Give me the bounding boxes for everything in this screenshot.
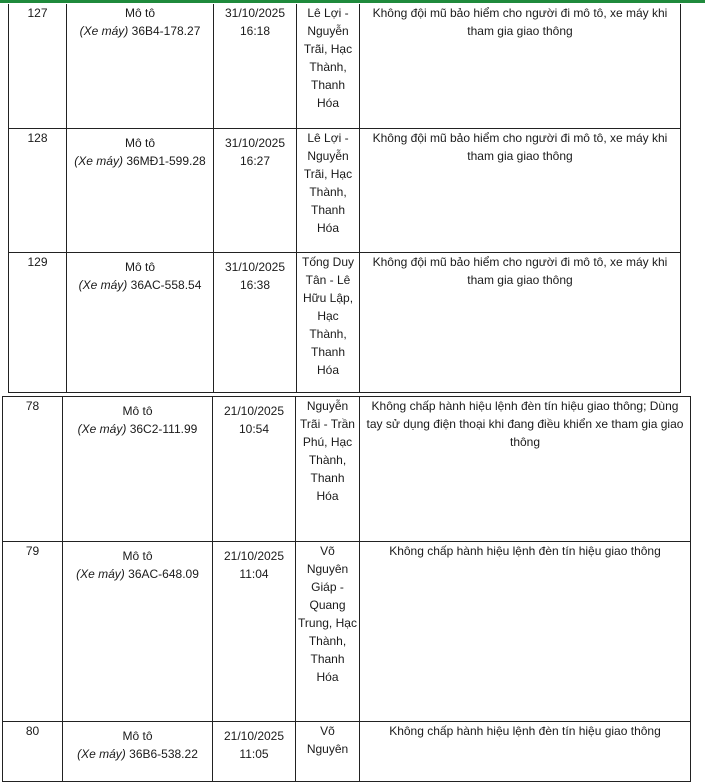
violation-cell: Không chấp hành hiệu lệnh đèn tín hiệu giao thông <box>360 722 691 782</box>
location-cell: Lê Lợi - Nguyễn Trãi, Hạc Thành, Thanh Hóa <box>297 128 360 252</box>
vehicle-type: Mô tô <box>124 259 155 274</box>
vehicle-cell <box>67 252 214 392</box>
datetime-cell <box>214 128 297 252</box>
violation-time: 16:18 <box>239 24 271 38</box>
datetime-cell <box>213 397 296 542</box>
vehicle-type: Mô tô <box>122 549 153 563</box>
datetime-cell <box>213 722 296 782</box>
violation-date: 31/10/2025 <box>224 259 286 274</box>
license-plate: 36AC-558.54 <box>130 277 202 292</box>
violation-time: 10:54 <box>238 422 270 436</box>
location-cell: Nguyễn Trãi - Trần Phú, Hạc Thành, Thanh Hóa <box>296 397 360 542</box>
violation-cell: Không chấp hành hiệu lệnh đèn tín hiệu giao thông; Dùng tay sử dụng điện thoại khi đang điều khiển xe tham gia giao thông <box>360 397 691 542</box>
row-stt: 127 <box>9 4 67 128</box>
violation-time: 16:27 <box>239 153 271 168</box>
violation-date: 31/10/2025 <box>224 135 286 150</box>
vehicle-detail <box>67 22 213 40</box>
row-stt: 80 <box>3 722 63 782</box>
license-plate: 36B4-178.27 <box>131 24 201 38</box>
vehicle-detail <box>63 565 212 583</box>
location-cell: Võ Nguyên Giáp - Quang Trung, Hạc Thành, Thanh Hóa <box>296 542 360 722</box>
vehicle-detail <box>63 420 212 438</box>
location-cell: Tống Duy Tân - Lê Hữu Lập, Hạc Thành, Thanh Hóa <box>297 252 360 392</box>
vehicle-sub-label: (Xe máy) <box>76 567 125 581</box>
vehicle-sub-label: (Xe máy) <box>77 422 127 436</box>
row-stt: 128 <box>9 128 67 252</box>
violation-date: 31/10/2025 <box>224 6 286 20</box>
license-plate: 36C2-111.99 <box>129 422 198 436</box>
vehicle-type: Mô tô <box>122 404 153 418</box>
violations-table-block-1 <box>8 4 681 393</box>
vehicle-cell <box>67 128 214 252</box>
violation-cell: Không đội mũ bảo hiểm cho người đi mô tô, xe máy khi tham gia giao thông <box>360 252 681 392</box>
violation-date: 21/10/2025 <box>223 729 285 743</box>
violation-date: 21/10/2025 <box>223 549 285 563</box>
license-plate: 36MĐ1-599.28 <box>126 153 206 168</box>
vehicle-type: Mô tô <box>124 135 155 150</box>
datetime-cell <box>214 4 297 128</box>
vehicle-sub-label: (Xe máy) <box>79 24 129 38</box>
violation-cell: Không đội mũ bảo hiểm cho người đi mô tô, xe máy khi tham gia giao thông <box>360 128 681 252</box>
vehicle-sub-label: (Xe máy) <box>78 277 128 292</box>
vehicle-cell <box>67 4 214 128</box>
violation-cell: Không chấp hành hiệu lệnh đèn tín hiệu giao thông <box>360 542 691 722</box>
vehicle-sub-label: (Xe máy) <box>74 153 123 168</box>
violation-cell: Không đội mũ bảo hiểm cho người đi mô tô, xe máy khi tham gia giao thông <box>360 4 681 128</box>
datetime-cell <box>214 252 297 392</box>
table-row <box>3 722 691 782</box>
violation-date: 21/10/2025 <box>223 404 285 418</box>
top-accent-line <box>0 0 705 3</box>
table-row <box>9 128 681 252</box>
location-cell: Lê Lợi - Nguyễn Trãi, Hạc Thành, Thanh Hóa <box>297 4 360 128</box>
row-stt: 78 <box>3 397 63 542</box>
vehicle-sub-label: (Xe máy) <box>77 747 126 761</box>
vehicle-detail <box>67 276 213 294</box>
vehicle-type: Mô tô <box>122 729 153 743</box>
vehicle-cell <box>63 542 213 722</box>
violation-time: 16:38 <box>239 277 271 292</box>
vehicle-cell <box>63 722 213 782</box>
violation-time: 11:04 <box>239 567 269 581</box>
location-cell: Võ Nguyên <box>296 722 360 782</box>
violation-time: 11:05 <box>239 747 269 761</box>
table-row <box>3 397 691 542</box>
violations-table-block-2 <box>2 396 691 782</box>
table-row <box>3 542 691 722</box>
table-row <box>9 4 681 128</box>
license-plate: 36B6-538.22 <box>129 747 198 761</box>
vehicle-detail <box>67 152 213 170</box>
vehicle-type: Mô tô <box>124 6 155 20</box>
table-row <box>9 252 681 392</box>
vehicle-detail <box>63 745 212 763</box>
vehicle-cell <box>63 397 213 542</box>
datetime-cell <box>213 542 296 722</box>
row-stt: 79 <box>3 542 63 722</box>
row-stt: 129 <box>9 252 67 392</box>
license-plate: 36AC-648.09 <box>128 567 199 581</box>
